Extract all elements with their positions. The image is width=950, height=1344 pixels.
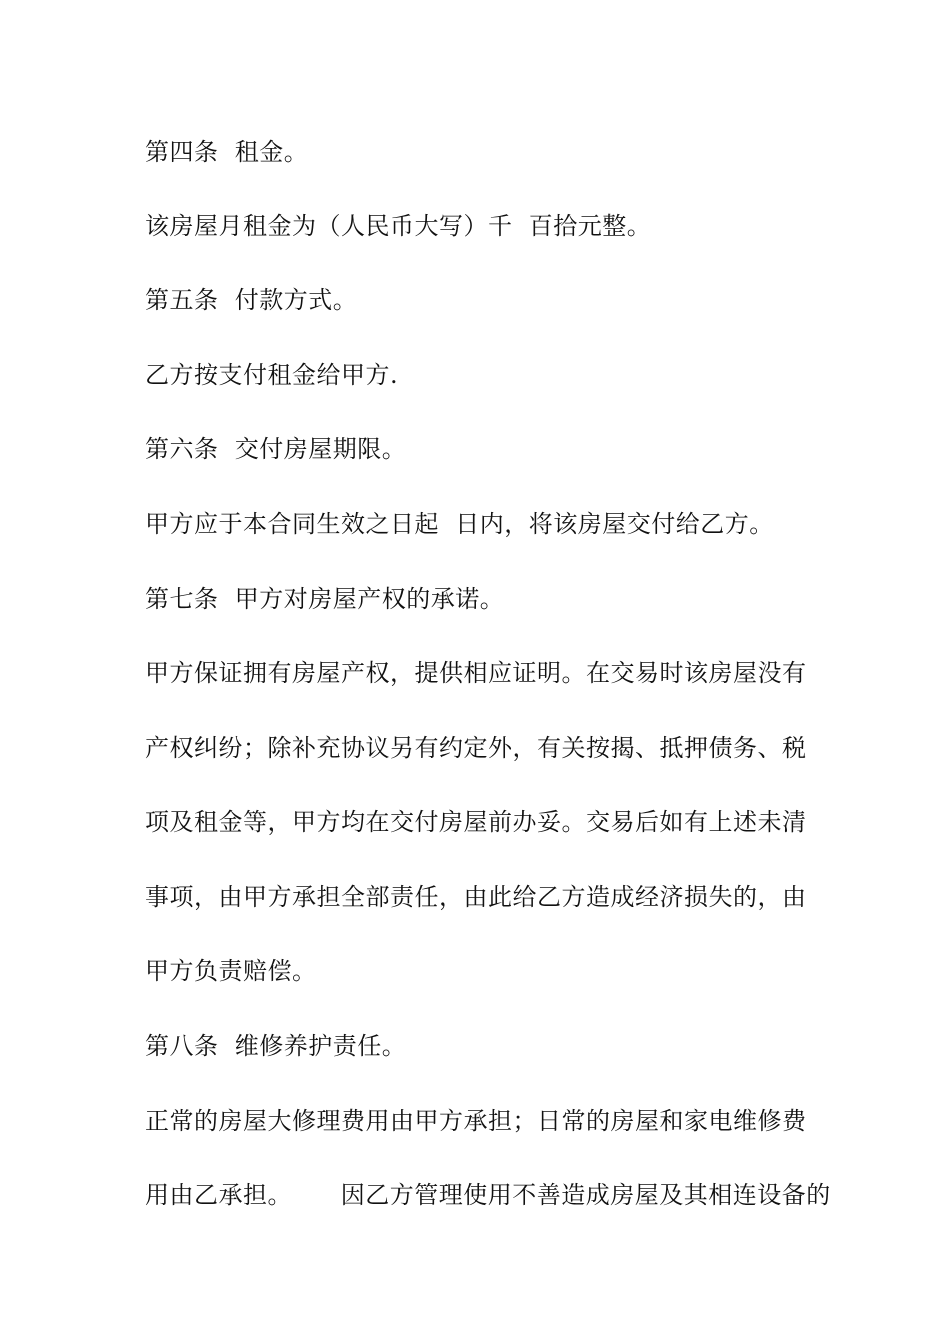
article-5-heading: 第五条 付款方式。 — [145, 286, 358, 314]
article-6-body: 甲方应于本合同生效之日起 日内，将该房屋交付给乙方。 — [145, 510, 774, 538]
article-7-heading: 第七条 甲方对房屋产权的承诺。 — [145, 585, 505, 613]
article-5-body: 乙方按支付租金给甲方. — [145, 361, 399, 389]
article-8-heading: 第八条 维修养护责任。 — [145, 1032, 407, 1060]
article-7-body-line-3: 项及租金等，甲方均在交付房屋前办妥。交易后如有上述未清 — [145, 808, 807, 836]
article-7-body-line-4: 事项，由甲方承担全部责任，由此给乙方造成经济损失的，由 — [145, 883, 807, 911]
article-8-body-line-2: 用由乙承担。 因乙方管理使用不善造成房屋及其相连设备的 — [145, 1181, 831, 1209]
article-7-body-line-2: 产权纠纷；除补充协议另有约定外，有关按揭、抵押债务、税 — [145, 734, 807, 762]
article-6-heading: 第六条 交付房屋期限。 — [145, 435, 407, 463]
article-4-heading: 第四条 租金。 — [145, 138, 309, 166]
article-4-body: 该房屋月租金为（人民币大写）千 百拾元整。 — [145, 212, 652, 240]
article-8-body-line-1: 正常的房屋大修理费用由甲方承担；日常的房屋和家电维修费 — [145, 1107, 807, 1135]
article-7-body-line-1: 甲方保证拥有房屋产权，提供相应证明。在交易时该房屋没有 — [145, 659, 807, 687]
article-7-body-line-5: 甲方负责赔偿。 — [145, 957, 317, 985]
